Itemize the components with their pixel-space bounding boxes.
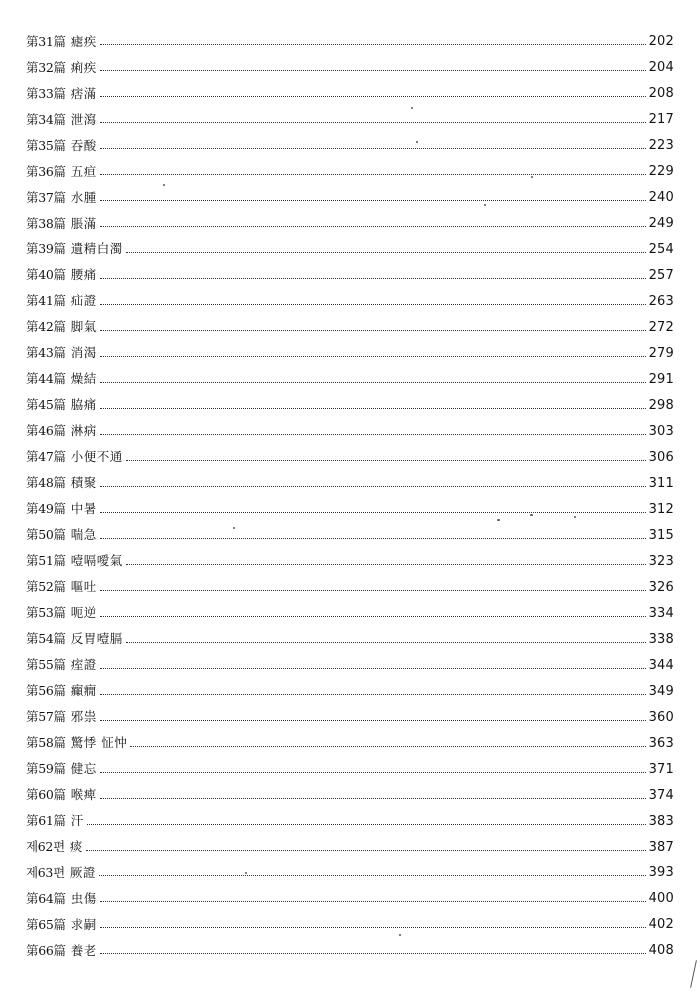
toc-entry — [26, 600, 674, 626]
toc-entry — [26, 756, 674, 782]
toc-entry — [26, 419, 674, 445]
toc-entry — [26, 107, 674, 133]
chapter-number: 第34篇 — [26, 111, 66, 127]
chapter-number: 第41篇 — [26, 293, 66, 309]
toc-entry — [26, 470, 674, 496]
dot-leader — [100, 901, 646, 902]
page-number: 208 — [648, 86, 674, 102]
toc-entry — [26, 912, 674, 938]
page-number: 371 — [648, 761, 674, 777]
chapter-title: 喘急 — [70, 527, 97, 543]
toc-entry — [26, 704, 674, 730]
chapter-number: 第66篇 — [26, 942, 66, 958]
page-number: 408 — [648, 943, 674, 959]
chapter-title: 痓證 — [70, 656, 97, 672]
chapter-number: 第35篇 — [26, 137, 66, 153]
chapter-number: 第46篇 — [26, 423, 66, 439]
dot-leader — [100, 694, 646, 695]
toc-entry — [26, 55, 674, 81]
dot-leader — [100, 720, 646, 721]
page-number: 257 — [648, 268, 674, 284]
page-number: 217 — [648, 112, 674, 128]
chapter-number: 第39篇 — [26, 241, 66, 257]
chapter-number: 第54篇 — [26, 631, 66, 647]
dot-leader — [100, 200, 646, 201]
chapter-title: 求嗣 — [70, 916, 97, 932]
toc-entry — [26, 211, 674, 237]
toc-entry — [26, 860, 674, 886]
dot-leader — [100, 174, 646, 175]
chapter-title: 噎嗝噯氣 — [70, 553, 123, 569]
scan-speck — [233, 527, 235, 529]
chapter-number: 제62편 — [26, 838, 65, 854]
toc-entry — [26, 133, 674, 159]
chapter-number: 第55篇 — [26, 656, 66, 672]
chapter-number: 第44篇 — [26, 371, 66, 387]
chapter-title: 呃逆 — [70, 605, 97, 621]
page-number: 312 — [648, 501, 674, 517]
page-number: 204 — [648, 60, 674, 76]
chapter-title: 痢疾 — [70, 59, 97, 75]
toc-entry — [26, 782, 674, 808]
dot-leader — [100, 798, 646, 799]
dot-leader — [100, 122, 646, 123]
toc-entry — [26, 367, 674, 393]
chapter-title: 痞滿 — [70, 85, 97, 101]
page-number: 279 — [648, 346, 674, 362]
dot-leader — [100, 226, 646, 227]
chapter-title: 脇痛 — [70, 397, 97, 413]
page-number: 393 — [648, 865, 674, 881]
toc-entry — [26, 185, 674, 211]
page-number: 249 — [648, 216, 674, 232]
page-number: 306 — [648, 449, 674, 465]
chapter-number: 第60篇 — [26, 786, 66, 802]
chapter-number: 第58篇 — [26, 734, 66, 750]
dot-leader — [126, 252, 646, 253]
chapter-number: 第32篇 — [26, 59, 66, 75]
toc-entry — [26, 808, 674, 834]
page-number: 374 — [648, 787, 674, 803]
page-number: 272 — [648, 320, 674, 336]
toc-entry — [26, 652, 674, 678]
chapter-number: 제63편 — [26, 864, 65, 880]
dot-leader — [100, 434, 646, 435]
toc-entry — [26, 81, 674, 107]
page-number: 202 — [648, 34, 674, 50]
page-number: 263 — [648, 294, 674, 310]
toc-entry — [26, 548, 674, 574]
dot-leader — [130, 746, 645, 747]
page-number: 326 — [648, 579, 674, 595]
dot-leader — [100, 616, 646, 617]
scan-speck — [484, 204, 486, 206]
page-number: 303 — [648, 424, 674, 440]
dot-leader — [100, 304, 646, 305]
chapter-title: 燥結 — [70, 371, 97, 387]
chapter-title: 腰痛 — [70, 267, 97, 283]
page-number: 338 — [648, 631, 674, 647]
chapter-number: 第45篇 — [26, 397, 66, 413]
dot-leader — [100, 538, 646, 539]
page-number: 315 — [648, 527, 674, 543]
dot-leader — [100, 330, 646, 331]
page-number: 291 — [648, 372, 674, 388]
chapter-number: 第37篇 — [26, 189, 66, 205]
dot-leader — [100, 927, 646, 928]
chapter-title: 養老 — [70, 942, 97, 958]
toc-entry — [26, 29, 674, 55]
chapter-title: 驚悸 怔忡 — [70, 734, 128, 750]
chapter-title: 反胃噎膈 — [70, 631, 123, 647]
scan-speck — [531, 176, 533, 178]
chapter-title: 癲癇 — [70, 682, 97, 698]
dot-leader — [87, 824, 646, 825]
chapter-number: 第38篇 — [26, 215, 66, 231]
dot-leader — [100, 44, 646, 45]
chapter-title: 脚氣 — [70, 319, 97, 335]
chapter-title: 水腫 — [70, 189, 97, 205]
toc-entry — [26, 730, 674, 756]
page-number: 229 — [648, 164, 674, 180]
page-number: 223 — [648, 138, 674, 154]
toc-entry — [26, 315, 674, 341]
chapter-number: 第43篇 — [26, 345, 66, 361]
page-number: 402 — [648, 917, 674, 933]
chapter-number: 第61篇 — [26, 812, 66, 828]
chapter-title: 泄瀉 — [70, 111, 97, 127]
chapter-number: 第48篇 — [26, 475, 66, 491]
chapter-number: 第33篇 — [26, 85, 66, 101]
dot-leader — [100, 668, 646, 669]
chapter-title: 五疸 — [70, 163, 97, 179]
dot-leader — [100, 953, 646, 954]
chapter-title: 吞酸 — [70, 137, 97, 153]
chapter-number: 第65篇 — [26, 916, 66, 932]
chapter-number: 第59篇 — [26, 760, 66, 776]
chapter-title: 嘔吐 — [70, 579, 97, 595]
page-number: 240 — [648, 190, 674, 206]
chapter-title: 消渴 — [70, 345, 97, 361]
scan-speck — [690, 960, 697, 988]
toc-entry — [26, 678, 674, 704]
toc-entry — [26, 445, 674, 471]
chapter-number: 第64篇 — [26, 890, 66, 906]
toc-entry — [26, 834, 674, 860]
dot-leader — [126, 564, 646, 565]
chapter-number: 第42篇 — [26, 319, 66, 335]
chapter-title: 虫傷 — [70, 890, 97, 906]
toc-entry — [26, 522, 674, 548]
dot-leader — [100, 70, 646, 71]
toc-entry — [26, 263, 674, 289]
chapter-title: 小便不通 — [70, 449, 123, 465]
scan-speck — [497, 519, 500, 521]
chapter-number: 第49篇 — [26, 501, 66, 517]
scan-speck — [245, 872, 247, 874]
chapter-number: 第51篇 — [26, 553, 66, 569]
dot-leader — [100, 96, 646, 97]
chapter-number: 第53篇 — [26, 605, 66, 621]
toc-entry — [26, 237, 674, 263]
dot-leader — [126, 460, 646, 461]
page-number: 334 — [648, 605, 674, 621]
dot-leader — [126, 642, 646, 643]
chapter-title: 淋病 — [70, 423, 97, 439]
page-number: 383 — [648, 813, 674, 829]
page-number: 400 — [648, 891, 674, 907]
chapter-title: 痰 — [69, 838, 83, 854]
dot-leader — [100, 382, 646, 383]
scan-speck — [416, 141, 418, 143]
chapter-title: 邪祟 — [70, 708, 97, 724]
chapter-title: 厥證 — [69, 864, 96, 880]
toc-entry — [26, 626, 674, 652]
chapter-number: 第47篇 — [26, 449, 66, 465]
dot-leader — [100, 148, 646, 149]
chapter-number: 第31篇 — [26, 33, 66, 49]
chapter-title: 積聚 — [70, 475, 97, 491]
dot-leader — [100, 512, 646, 513]
dot-leader — [99, 875, 646, 876]
chapter-title: 脹滿 — [70, 215, 97, 231]
chapter-title: 遺精白濁 — [70, 241, 123, 257]
toc-entry — [26, 393, 674, 419]
page-number: 387 — [648, 839, 674, 855]
toc-entry — [26, 938, 674, 964]
scan-speck — [163, 184, 165, 186]
scan-speck — [399, 934, 401, 936]
dot-leader — [100, 772, 646, 773]
chapter-number: 第56篇 — [26, 682, 66, 698]
dot-leader — [86, 850, 646, 851]
chapter-number: 第57篇 — [26, 708, 66, 724]
dot-leader — [100, 408, 646, 409]
page-number: 344 — [648, 657, 674, 673]
dot-leader — [100, 590, 646, 591]
page-number: 363 — [648, 735, 674, 751]
scan-speck — [530, 514, 533, 516]
dot-leader — [100, 278, 646, 279]
toc-entry — [26, 574, 674, 600]
dot-leader — [100, 486, 646, 487]
chapter-title: 中暑 — [70, 501, 97, 517]
chapter-title: 健忘 — [70, 760, 97, 776]
page-number: 254 — [648, 242, 674, 258]
page-number: 349 — [648, 683, 674, 699]
chapter-title: 喉痺 — [70, 786, 97, 802]
table-of-contents — [26, 29, 674, 964]
chapter-number: 第40篇 — [26, 267, 66, 283]
toc-entry — [26, 341, 674, 367]
chapter-number: 第36篇 — [26, 163, 66, 179]
toc-entry — [26, 159, 674, 185]
page-number: 323 — [648, 553, 674, 569]
toc-entry — [26, 289, 674, 315]
chapter-title: 汗 — [70, 812, 84, 828]
scan-speck — [574, 516, 576, 518]
chapter-title: 疝證 — [70, 293, 97, 309]
toc-entry — [26, 496, 674, 522]
page-number: 298 — [648, 398, 674, 414]
chapter-title: 瘧疾 — [70, 33, 97, 49]
toc-entry — [26, 886, 674, 912]
page-number: 311 — [648, 475, 674, 491]
dot-leader — [100, 356, 646, 357]
page-number: 360 — [648, 709, 674, 725]
scan-speck — [411, 107, 413, 109]
chapter-number: 第50篇 — [26, 527, 66, 543]
chapter-number: 第52篇 — [26, 579, 66, 595]
